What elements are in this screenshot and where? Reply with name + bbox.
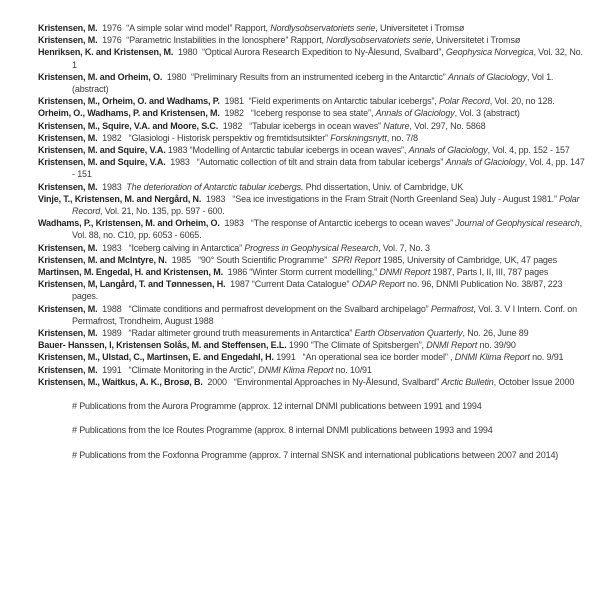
entry-text: , Vol. 7, No. 3 (378, 242, 430, 253)
publication-entry (38, 327, 588, 339)
entry-text: 1985 “90° South Scientific Programme” (166, 254, 332, 265)
entry-text: , October Issue 2000 (493, 376, 575, 387)
author-names: Kristensen, M. and Orheim, O. (38, 71, 163, 82)
author-names: Kristensen, M, Langård, T. and Tønnessen, H. (38, 279, 226, 290)
entry-text: 1976 “Parametric Instabilities in the Ionosphere” Rapport, (97, 35, 327, 46)
publication-entry (38, 254, 588, 266)
publication-entry (38, 339, 588, 351)
journal-name: Earth Observation Quarterly (354, 328, 463, 339)
entry-text: 1980 “Optical Aurora Research Expedition to Ny-Ålesund, Svalbard”, (173, 47, 446, 58)
journal-name: Annals of Glaciology (447, 71, 527, 82)
journal-name: Progress in Geophysical Research (244, 242, 379, 253)
author-names: Kristensen, M., Ulstad, C., Martinsen, E. and Engedahl, H. (38, 352, 274, 363)
journal-name: SPRI Report (331, 254, 381, 265)
author-names: Vinje, T., Kristensen, M. and Nergård, N. (38, 193, 202, 204)
journal-name: DNMI Klima Report (454, 352, 530, 363)
author-names: Henriksen, K. and Kristensen, M. (38, 47, 174, 58)
entry-text: , Universitetet i Tromsø (375, 23, 465, 33)
journal-name: The deterioration of Antarctic tabular icebergs. (126, 181, 304, 192)
author-names: Bauer- Hanssen, I, Kristensen Solås, M. and Steffensen, E.L. (38, 340, 287, 351)
programme-note: # Publications from the Foxfonna Programme (approx. 7 internal SNSK and international publications between 2007 and 2014) (72, 449, 559, 460)
journal-name: Annals of Glaciology (375, 108, 455, 119)
publication-list (38, 22, 588, 388)
publication-entry (38, 351, 588, 363)
entry-text: 1982 “Glasiologi - Historisk perspektiv og fremtidsutsikter” (97, 132, 331, 143)
entry-text: , Vol 1. (abstract) (72, 71, 556, 95)
programme-note: # Publications from the Aurora Programme (approx. 12 internal DNMI publications between 1991 and 1994 (72, 401, 482, 412)
journal-name: DNMI Report (379, 267, 431, 278)
author-names: Kristensen, M., Squire, V.A. and Moore, S.C. (38, 120, 219, 131)
entry-text: 1981 “Field experiments on Antarctic tabular icebergs”, (219, 96, 440, 107)
author-names: Kristensen, M. (38, 181, 98, 192)
publication-entry (38, 181, 588, 193)
entry-text: 1985, University of Cambridge, UK, 47 pages (380, 254, 557, 265)
entry-text: , Vol. 32, No. 1 (72, 47, 586, 70)
entry-text: 1982 “Tabular icebergs in ocean waves” (218, 120, 384, 131)
entry-text: , Universitetet i Tromsø (431, 35, 521, 46)
author-names: Orheim, O., Wadhams, P. and Kristensen, M. (38, 108, 220, 119)
entry-text: Phd dissertation, Univ. of Cambridge, UK (303, 181, 464, 192)
author-names: Kristensen, M., Waitkus, A. K., Brosø, B. (38, 376, 203, 387)
journal-name: Nature (383, 120, 410, 131)
entry-text: 1987, Parts I, II, III, 787 pages (430, 267, 549, 278)
publication-entry (38, 278, 588, 302)
publication-entry (38, 193, 588, 217)
publication-entry (38, 266, 588, 278)
entry-text: , Vol. 4, pp. 147 - 151 (72, 157, 587, 180)
entry-text: 1983 (97, 181, 127, 192)
journal-name: Polar Record (439, 96, 490, 107)
journal-name: Nordlysobservatoriets serie (326, 35, 432, 46)
entry-text: 2000 “Environmental Approaches in Ny-Ålesund, Svalbard” (202, 376, 442, 387)
entry-text: 1982 “Iceberg response to sea state”, (219, 108, 376, 119)
journal-name: DNMI Report (426, 340, 478, 351)
publication-entry (38, 22, 588, 34)
entry-text: no. 39/90 (477, 340, 516, 351)
entry-text: 1976 “A simple solar wind model” Rapport, (97, 23, 271, 33)
entry-text: 1980 “Preliminary Results from an instrumented iceberg in the Antarctic” (162, 71, 448, 82)
entry-text: , No. 26, June 89 (462, 328, 529, 339)
author-names: Kristensen, M. (38, 303, 98, 314)
entry-text: 1989 “Radar altimeter ground truth measurements in Antarctica” (97, 328, 355, 339)
author-names: Kristensen, M. (38, 23, 98, 33)
author-names: Kristensen, M. and Squire, V.A. (38, 145, 166, 156)
entry-text: 1983 “Sea ice investigations in the Fram Strait (North Greenland Sea) July - August 1981.” (201, 193, 560, 204)
entry-text: 1990 “The Climate of Spitsbergen”, (286, 340, 427, 351)
author-names: Kristensen, M. (38, 132, 98, 143)
publication-entry (38, 242, 588, 254)
author-names: Kristensen, M. and McIntyre, N. (38, 254, 167, 265)
entry-text: 1983 “The response of Antarctic icebergs to ocean waves” (219, 218, 456, 229)
entry-text: 1988 “Climate conditions and permafrost development on the Svalbard archipelago” (97, 303, 431, 314)
author-names: Kristensen, M. (38, 242, 98, 253)
journal-name: Polar Record (72, 193, 582, 217)
publication-entry (38, 107, 588, 119)
author-names: Kristensen, M. (38, 364, 98, 375)
journal-name: Annals of Glaciology (445, 157, 525, 168)
entry-text: 1991 “Climate Monitoring in the Arctic”, (97, 364, 259, 375)
entry-text: 1983 “Iceberg calving in Antarctica” (97, 242, 245, 253)
author-names: Martinsen, M. Engedal, H. and Kristensen, M. (38, 267, 223, 278)
publication-entry (38, 71, 588, 95)
publication-entry (38, 120, 588, 132)
author-names: Kristensen, M. (38, 328, 98, 339)
journal-name: DNMI Klima Report (258, 364, 334, 375)
entry-text: 1991 “An operational sea ice border model” , (273, 352, 455, 363)
entry-text: no. 10/91 (333, 364, 372, 375)
programme-note: # Publications from the Ice Routes Programme (approx. 8 internal DNMI publications between 1993 and 1994 (72, 425, 493, 436)
journal-name: Forskningsnytt (330, 132, 387, 143)
entry-text: no. 96, DNMI Publication No. 38/87, 223 pages. (72, 279, 565, 302)
entry-text: 1983 “Modelling of Antarctic tabular icebergs in ocean waves”, (165, 145, 409, 156)
publication-entry (38, 132, 588, 144)
entry-text: , Vol. 4, pp. 152 - 157 (487, 145, 570, 156)
entry-text: , Vol. 297, No. 5868 (409, 120, 486, 131)
publication-entry (38, 217, 588, 241)
entry-text: , Vol. 20, no 128. (489, 96, 555, 107)
entry-text: 1986 “Winter Storm current modelling,” (222, 267, 380, 278)
journal-name: Permafrost (430, 303, 474, 314)
author-names: Kristensen, M., Orheim, O. and Wadhams, P. (38, 96, 220, 107)
entry-text: 1987 “Current Data Catalogue” (225, 279, 352, 290)
publication-entry (38, 364, 588, 376)
entry-text: , Vol. 88, no. C10, pp. 6053 - 6065. (72, 218, 585, 241)
entry-text: no. 9/91 (529, 352, 564, 363)
publication-entry (38, 156, 588, 180)
entry-text: , no. 7/8 (386, 132, 418, 143)
entry-text: 1983 “Automatic collection of tilt and strain data from tabular icebergs” (165, 157, 446, 168)
author-names: Kristensen, M. (38, 35, 98, 46)
author-names: Kristensen, M. and Squire, V.A. (38, 157, 166, 168)
journal-name: Nordlysobservatoriets serie (270, 23, 376, 33)
journal-name: Arctic Bulletin (441, 376, 494, 387)
programme-notes (38, 400, 588, 461)
publication-entry (38, 144, 588, 156)
publication-entry (38, 95, 588, 107)
publication-entry (38, 376, 588, 388)
journal-name: Journal of Geophysical research (455, 218, 580, 229)
publication-entry (38, 303, 588, 327)
journal-name: ODAP Report (351, 279, 405, 290)
entry-text: , Vol. 3. V I Intern. Conf. on Permafrost, Trondheim, August 1988 (72, 303, 580, 326)
journal-name: Annals of Glaciology (408, 145, 488, 156)
entry-text: , Vol. 3 (abstract) (454, 108, 520, 119)
entry-text: , Vol. 21, No. 135, pp. 597 - 600. (100, 206, 225, 217)
journal-name: Geophysica Norvegica (445, 47, 534, 58)
author-names: Wadhams, P., Kristensen, M. and Orheim, O. (38, 218, 220, 229)
publication-entry (38, 34, 588, 46)
publication-entry (38, 46, 588, 70)
